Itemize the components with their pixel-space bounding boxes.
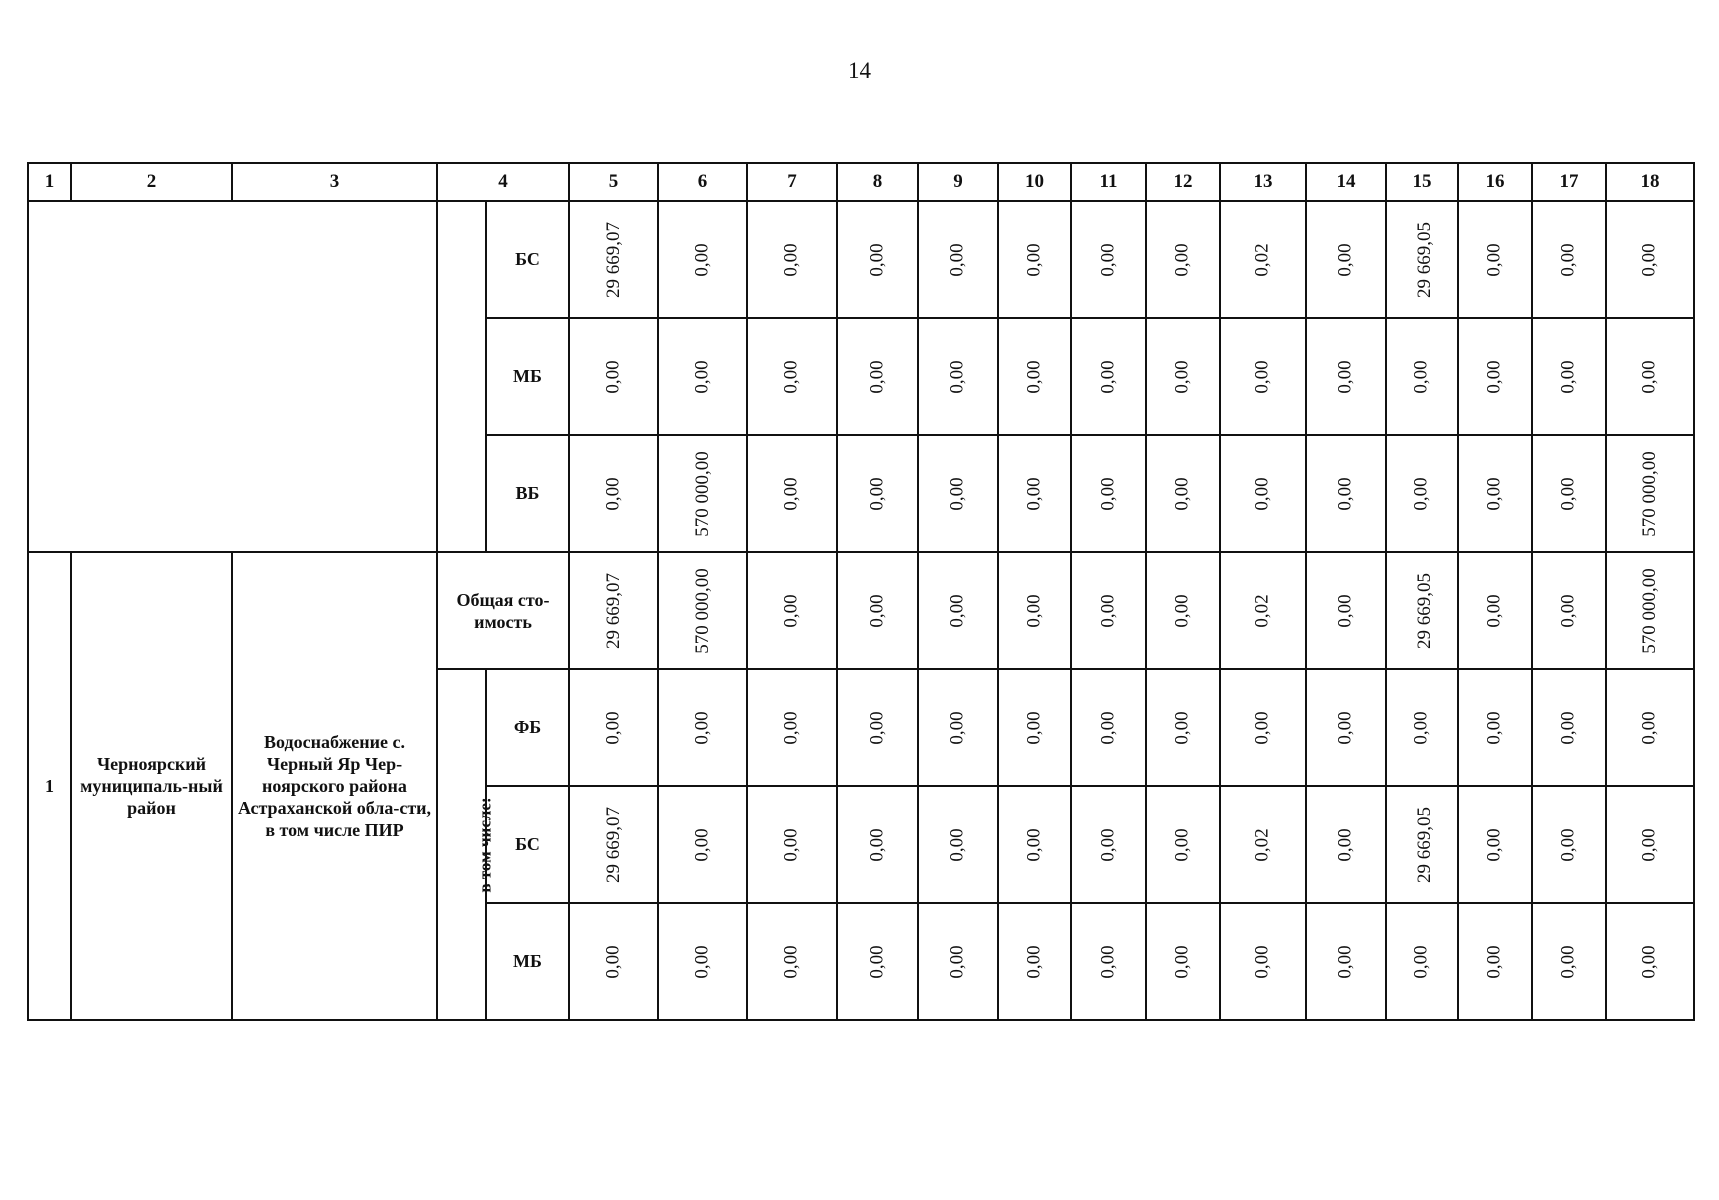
value-cell: 0,00 bbox=[1306, 786, 1386, 903]
value-cell: 0,00 bbox=[918, 435, 998, 552]
value-cell: 0,00 bbox=[747, 318, 837, 435]
header-cell: 9 bbox=[918, 163, 998, 201]
value-cell: 29 669,07 bbox=[569, 201, 658, 318]
value-cell: 29 669,05 bbox=[1386, 201, 1458, 318]
continuation-blank-cell bbox=[28, 201, 437, 552]
value-cell: 570 000,00 bbox=[658, 552, 747, 669]
value-cell: 0,00 bbox=[1071, 201, 1146, 318]
value-cell: 0,00 bbox=[998, 786, 1071, 903]
value-cell: 0,00 bbox=[1306, 552, 1386, 669]
header-cell: 16 bbox=[1458, 163, 1532, 201]
source-label: ВБ bbox=[486, 435, 569, 552]
value-cell: 0,00 bbox=[998, 669, 1071, 786]
source-label: МБ bbox=[486, 318, 569, 435]
value-cell: 0,00 bbox=[1532, 201, 1606, 318]
value-cell: 0,00 bbox=[1306, 435, 1386, 552]
value-cell: 29 669,05 bbox=[1386, 552, 1458, 669]
value-cell: 0,00 bbox=[658, 903, 747, 1020]
value-cell: 0,00 bbox=[998, 318, 1071, 435]
value-cell: 0,00 bbox=[1306, 903, 1386, 1020]
value-cell: 0,00 bbox=[837, 552, 918, 669]
value-cell: 0,00 bbox=[1071, 903, 1146, 1020]
value-cell: 570 000,00 bbox=[1606, 552, 1694, 669]
value-cell: 0,00 bbox=[1606, 903, 1694, 1020]
value-cell: 0,00 bbox=[1220, 318, 1306, 435]
total-cost-label: Общая сто-имость bbox=[437, 552, 569, 669]
value-cell: 0,00 bbox=[569, 435, 658, 552]
source-label: БС bbox=[486, 201, 569, 318]
value-cell: 0,00 bbox=[918, 552, 998, 669]
value-cell: 0,00 bbox=[569, 903, 658, 1020]
value-cell: 0,00 bbox=[658, 669, 747, 786]
value-cell: 0,00 bbox=[1606, 318, 1694, 435]
source-label: МБ bbox=[486, 903, 569, 1020]
value-cell: 0,02 bbox=[1220, 552, 1306, 669]
header-cell: 10 bbox=[998, 163, 1071, 201]
value-cell: 29 669,05 bbox=[1386, 786, 1458, 903]
value-cell: 0,00 bbox=[658, 786, 747, 903]
value-cell: 0,00 bbox=[998, 903, 1071, 1020]
project-name: Водоснабжение с. Черный Яр Чер-ноярского района Астраханской обла-сти, в том числе ПИР bbox=[232, 552, 437, 1020]
value-cell: 0,00 bbox=[1146, 903, 1220, 1020]
value-cell: 0,00 bbox=[1458, 669, 1532, 786]
source-label: БС bbox=[486, 786, 569, 903]
value-cell: 0,00 bbox=[569, 318, 658, 435]
value-cell: 0,00 bbox=[837, 669, 918, 786]
value-cell: 0,00 bbox=[1220, 903, 1306, 1020]
header-cell: 7 bbox=[747, 163, 837, 201]
budget-table bbox=[27, 162, 1695, 1021]
value-cell: 0,00 bbox=[918, 786, 998, 903]
value-cell: 0,00 bbox=[1146, 552, 1220, 669]
value-cell: 0,00 bbox=[1306, 201, 1386, 318]
header-cell: 6 bbox=[658, 163, 747, 201]
value-cell: 0,00 bbox=[837, 318, 918, 435]
header-cell: 8 bbox=[837, 163, 918, 201]
value-cell: 0,00 bbox=[1146, 201, 1220, 318]
value-cell: 0,00 bbox=[569, 669, 658, 786]
value-cell: 0,00 bbox=[1386, 318, 1458, 435]
source-label: ФБ bbox=[486, 669, 569, 786]
value-cell: 0,00 bbox=[1306, 318, 1386, 435]
header-cell: 3 bbox=[232, 163, 437, 201]
value-cell: 0,00 bbox=[747, 669, 837, 786]
value-cell: 0,00 bbox=[1220, 435, 1306, 552]
value-cell: 0,00 bbox=[1532, 669, 1606, 786]
value-cell: 0,00 bbox=[1532, 318, 1606, 435]
header-cell: 15 bbox=[1386, 163, 1458, 201]
value-cell: 0,00 bbox=[918, 669, 998, 786]
value-cell: 0,00 bbox=[837, 903, 918, 1020]
value-cell: 29 669,07 bbox=[569, 552, 658, 669]
header-cell: 12 bbox=[1146, 163, 1220, 201]
value-cell: 0,00 bbox=[1071, 318, 1146, 435]
value-cell: 0,00 bbox=[747, 201, 837, 318]
value-cell: 0,00 bbox=[1386, 669, 1458, 786]
value-cell: 0,00 bbox=[837, 786, 918, 903]
value-cell: 0,00 bbox=[747, 903, 837, 1020]
value-cell: 0,00 bbox=[1458, 435, 1532, 552]
header-cell: 14 bbox=[1306, 163, 1386, 201]
value-cell: 0,00 bbox=[1220, 669, 1306, 786]
value-cell: 0,00 bbox=[837, 201, 918, 318]
value-cell: 0,00 bbox=[837, 435, 918, 552]
value-cell: 0,00 bbox=[1071, 669, 1146, 786]
value-cell: 0,00 bbox=[998, 435, 1071, 552]
value-cell: 0,00 bbox=[1071, 786, 1146, 903]
value-cell: 0,00 bbox=[1532, 786, 1606, 903]
top-row-bs bbox=[28, 201, 1694, 318]
district-name: Черноярский муниципаль-ный район bbox=[71, 552, 232, 1020]
header-cell: 2 bbox=[71, 163, 232, 201]
value-cell: 0,00 bbox=[1532, 903, 1606, 1020]
value-cell: 0,00 bbox=[1386, 435, 1458, 552]
value-cell: 0,00 bbox=[1146, 435, 1220, 552]
value-cell: 0,00 bbox=[658, 201, 747, 318]
value-cell: 0,00 bbox=[1146, 786, 1220, 903]
value-cell: 0,00 bbox=[918, 318, 998, 435]
header-cell: 13 bbox=[1220, 163, 1306, 201]
header-cell: 1 bbox=[28, 163, 71, 201]
value-cell: 0,00 bbox=[918, 201, 998, 318]
value-cell: 0,00 bbox=[1458, 786, 1532, 903]
value-cell: 0,00 bbox=[918, 903, 998, 1020]
value-cell: 570 000,00 bbox=[1606, 435, 1694, 552]
value-cell: 0,00 bbox=[1071, 552, 1146, 669]
value-cell: 0,00 bbox=[998, 201, 1071, 318]
value-cell: 0,00 bbox=[998, 552, 1071, 669]
value-cell: 0,00 bbox=[1146, 318, 1220, 435]
value-cell: 29 669,07 bbox=[569, 786, 658, 903]
row-index: 1 bbox=[28, 552, 71, 1020]
value-cell: 0,00 bbox=[747, 786, 837, 903]
value-cell: 570 000,00 bbox=[658, 435, 747, 552]
value-cell: 0,02 bbox=[1220, 786, 1306, 903]
value-cell: 0,00 bbox=[1146, 669, 1220, 786]
header-cell: 17 bbox=[1532, 163, 1606, 201]
value-cell: 0,00 bbox=[1386, 903, 1458, 1020]
value-cell: 0,00 bbox=[1071, 435, 1146, 552]
header-cell: 11 bbox=[1071, 163, 1146, 201]
page-number: 14 bbox=[848, 58, 871, 83]
value-cell: 0,00 bbox=[1458, 318, 1532, 435]
header-row bbox=[28, 163, 1694, 201]
header-cell: 18 bbox=[1606, 163, 1694, 201]
value-cell: 0,00 bbox=[1532, 435, 1606, 552]
header-cell: 5 bbox=[569, 163, 658, 201]
value-cell: 0,00 bbox=[1306, 669, 1386, 786]
value-cell: 0,00 bbox=[1458, 903, 1532, 1020]
header-cell: 4 bbox=[437, 163, 569, 201]
continuation-group-cell bbox=[437, 201, 486, 552]
value-cell: 0,00 bbox=[1606, 786, 1694, 903]
including-label: в том числе: bbox=[437, 669, 486, 1020]
value-cell: 0,00 bbox=[1606, 201, 1694, 318]
value-cell: 0,00 bbox=[1532, 552, 1606, 669]
value-cell: 0,00 bbox=[747, 435, 837, 552]
value-cell: 0,00 bbox=[747, 552, 837, 669]
value-cell: 0,00 bbox=[1606, 669, 1694, 786]
value-cell: 0,00 bbox=[658, 318, 747, 435]
value-cell: 0,00 bbox=[1458, 552, 1532, 669]
total-row bbox=[28, 552, 1694, 669]
value-cell: 0,00 bbox=[1458, 201, 1532, 318]
value-cell: 0,02 bbox=[1220, 201, 1306, 318]
